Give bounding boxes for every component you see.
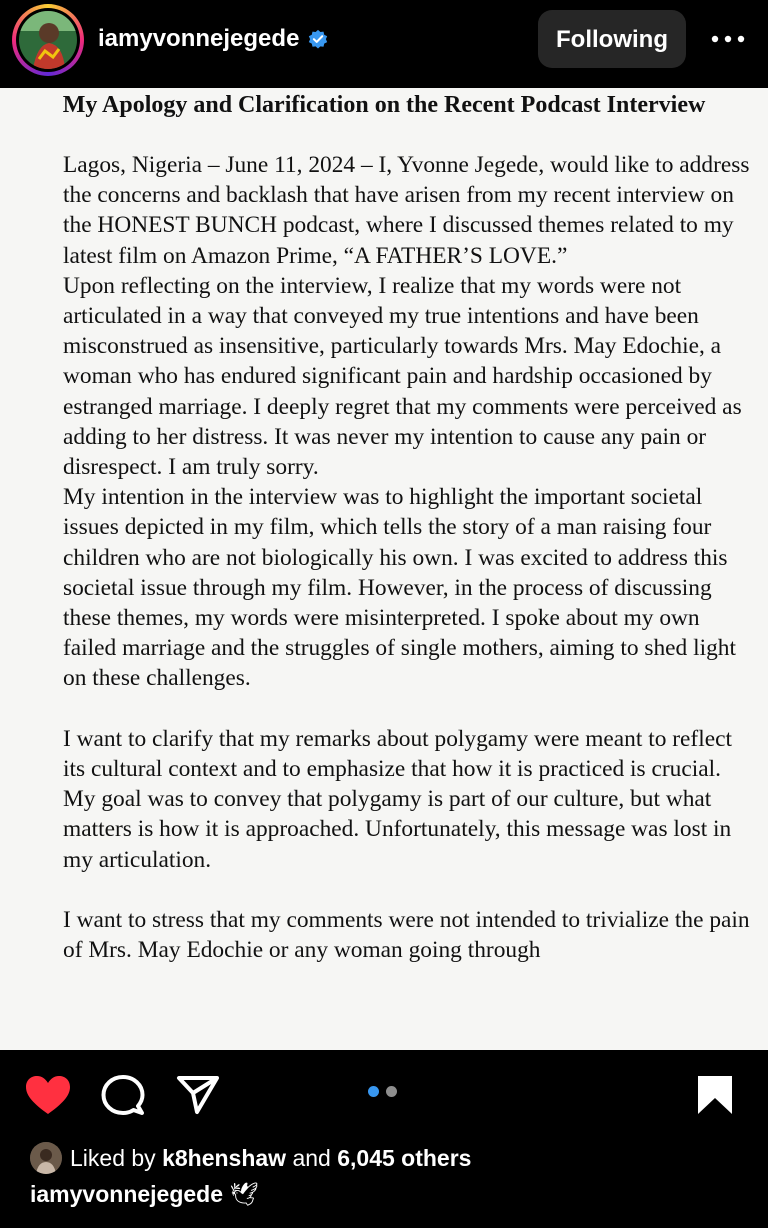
caption-username[interactable]: iamyvonnejegede	[30, 1181, 224, 1207]
carousel-dot-active	[368, 1086, 379, 1097]
profile-avatar[interactable]	[12, 4, 84, 76]
document-title: My Apology and Clarification on the Recent Podcast Interview	[62, 92, 706, 118]
save-bookmark-icon[interactable]	[696, 1074, 734, 1116]
document-paragraph: Lagos, Nigeria – June 11, 2024 – I, Yvonne Jegede, would like to address the concerns and backlash that have arisen from my recent interview on the HONEST BUNCH podcast, where I discussed themes related to my latest film on Amazon Prime, “A FATHER’S LOVE.”	[63, 152, 750, 269]
document-paragraph: I want to clarify that my remarks about polygamy were meant to reflect its cultural context and to emphasize that how it is practiced is crucial. My goal was to convey that polygamy is part of our culture, but what matters is how it is approached. Unfortunately, this message was lost in my articulation.	[63, 725, 732, 873]
liker-avatar	[30, 1142, 62, 1174]
likes-prefix: Liked by	[70, 1145, 156, 1171]
post-header	[0, 0, 768, 88]
document-body	[63, 150, 753, 965]
carousel-dot	[386, 1086, 397, 1097]
document-paragraph: My intention in the interview was to highlight the important societal issues depicted in my film, which tells the story of a man raising four children who are not biologically his own. I was excited to address this societal issue through my film. However, in the process of discussing these themes, my words were misinterpreted. I spoke about my own failed marriage and the struggles of single mothers, aiming to shed light on these challenges.	[63, 484, 736, 692]
carousel-indicator	[368, 1084, 400, 1102]
following-button[interactable]: Following	[538, 10, 686, 68]
like-heart-icon[interactable]	[24, 1074, 72, 1116]
document-paragraph: Upon reflecting on the interview, I realize that my words were not articulated in a way that conveyed my true intentions and have been misconstrued as insensitive, particularly towards Mrs. May Edochie, a woman who has endured significant pain and hardship occasioned by estranged marriage. I deeply regret that my comments were perceived as adding to her distress. It was never my intention to cause any pain or disrespect. I am truly sorry.	[63, 272, 742, 481]
likes-count[interactable]: 6,045 others	[337, 1145, 472, 1171]
caption-emoji: 🕊	[229, 1181, 259, 1207]
username[interactable]: iamyvonnejegede	[98, 25, 300, 52]
verified-badge-icon	[307, 28, 329, 50]
share-send-icon[interactable]	[176, 1074, 220, 1116]
document-paragraph: I want to stress that my comments were not intended to trivialize the pain of Mrs. May Edochie or any woman going through	[63, 907, 750, 964]
more-options-icon[interactable]	[706, 24, 750, 54]
post-image[interactable]	[0, 88, 768, 1050]
comment-icon[interactable]	[101, 1073, 145, 1117]
likes-middle: and	[292, 1145, 331, 1171]
caption	[30, 1178, 259, 1210]
liker-username[interactable]: k8henshaw	[162, 1145, 287, 1171]
